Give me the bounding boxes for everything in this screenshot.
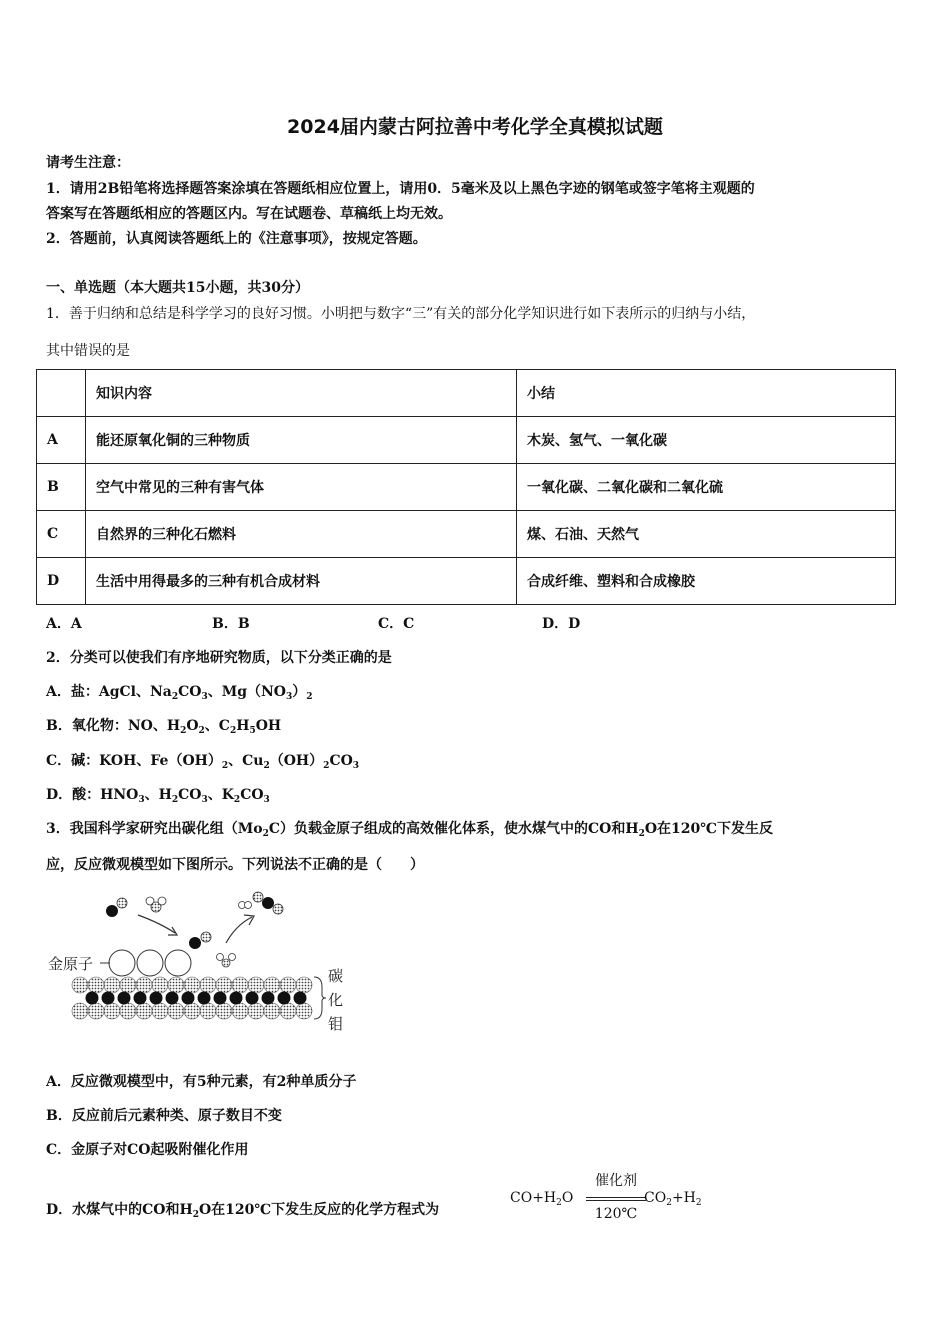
- notice-heading: 请考生注意：: [46, 155, 130, 171]
- table-header-row: [37, 370, 896, 417]
- q1-option-c[interactable]: C．C: [378, 616, 415, 632]
- table-header-cell: [37, 370, 86, 417]
- equation-temperature: 120℃: [594, 1206, 638, 1222]
- equation-products: $CO_2+H_2$: [644, 1190, 702, 1208]
- arrow-in-icon: [138, 915, 175, 933]
- notice-item-2: 2．答题前，认真阅读答题纸上的《注意事项》，按规定答题。: [46, 231, 427, 247]
- table-row: [37, 417, 896, 464]
- table-header-cell: 知识内容: [86, 370, 517, 417]
- arrow-out-icon: [226, 917, 252, 943]
- side-label-char: 钼: [328, 1015, 344, 1033]
- table-cell: 煤、石油、天然气: [517, 511, 896, 558]
- q3-option-b[interactable]: B．反应前后元素种类、原子数目不变: [46, 1108, 282, 1124]
- q3-option-d[interactable]: D．水煤气中的CO和$H_2O$在120℃下发生反应的化学方程式为: [46, 1202, 440, 1220]
- q1-option-d[interactable]: D．D: [542, 616, 581, 632]
- side-label-char: 化: [328, 991, 344, 1009]
- co-molecule-icon: [106, 898, 127, 917]
- q3-stem-line-1: 3．我国科学家研究出碳化组$(Mo_2C)$负载金原子组成的高效催化体系，使水煤气中的CO和$H_2O$在120℃下发生反: [46, 821, 774, 839]
- q2-option-a[interactable]: A．盐：AgCl、$Na_2CO_3$、$Mg(NO_3)_2$: [46, 684, 313, 702]
- q3-stem-line-2: 应，反应微观模型如下图所示。下列说法不正确的是（ ）: [46, 857, 424, 873]
- q3-option-a[interactable]: A．反应微观模型中，有5种元素，有2种单质分子: [46, 1074, 357, 1090]
- q2-option-b[interactable]: B．氧化物：NO、$H_2O_2$、$C_2H_5OH$: [46, 718, 282, 736]
- table-row: [37, 511, 896, 558]
- table-cell: A: [37, 417, 86, 464]
- page-title: 2024届内蒙古阿拉善中考化学全真模拟试题: [287, 116, 663, 138]
- q3-option-c[interactable]: C．金原子对CO起吸附催化作用: [46, 1142, 249, 1158]
- equation-line-bottom: [586, 1200, 646, 1201]
- gold-atoms: [109, 950, 191, 976]
- table-cell: 自然界的三种化石燃料: [86, 511, 517, 558]
- gold-atom-label: 金原子: [48, 955, 94, 973]
- mo2c-layer: [72, 977, 312, 1019]
- table-row: [37, 558, 896, 605]
- q2-option-d[interactable]: D．酸：$HNO_3$、$H_2CO_3$、$K_2CO_3$: [46, 787, 270, 805]
- table-cell: C: [37, 511, 86, 558]
- reaction-model-figure: [40, 885, 360, 1035]
- table-cell: 木炭、氢气、一氧化碳: [517, 417, 896, 464]
- equation-reactants: $CO+H_2O$: [510, 1190, 574, 1208]
- table-header-cell: 小结: [517, 370, 896, 417]
- table-cell: D: [37, 558, 86, 605]
- q1-stem-line-1: 1．善于归纳和总结是科学学习的良好习惯。小明把与数字“三”有关的部分化学知识进行如下表所示的归纳与小结，: [46, 306, 756, 322]
- table-cell: 合成纤维、塑料和合成橡胶: [517, 558, 896, 605]
- q2-stem: 2．分类可以使我们有序地研究物质，以下分类正确的是: [46, 650, 392, 666]
- q2-option-c[interactable]: C．碱：KOH、$Fe(OH)_2$、$Cu_2(OH)_2CO_3$: [46, 753, 360, 771]
- section-heading: 一、单选题（本大题共15小题，共30分）: [46, 280, 309, 296]
- water-molecule-icon: [146, 897, 166, 912]
- table-cell: 一氧化碳、二氧化碳和二氧化硫: [517, 464, 896, 511]
- q1-option-a[interactable]: A．A: [46, 616, 82, 632]
- equation-catalyst: 催化剂: [595, 1173, 637, 1189]
- q1-option-b[interactable]: B．B: [212, 616, 250, 632]
- q1-stem-line-2: 其中错误的是: [46, 343, 130, 359]
- table-cell: 生活中用得最多的三种有机合成材料: [86, 558, 517, 605]
- table-cell: 空气中常见的三种有害气体: [86, 464, 517, 511]
- h2-molecule-icon: [239, 902, 252, 909]
- knowledge-table: [36, 369, 896, 605]
- side-label-char: 碳: [328, 967, 344, 985]
- table-row: [37, 464, 896, 511]
- table-cell: B: [37, 464, 86, 511]
- co2-molecule-icon: [253, 892, 283, 914]
- table-cell: 能还原氧化铜的三种物质: [86, 417, 517, 464]
- notice-item-1-line-1: 1．请用2B铅笔将选择题答案涂填在答题纸相应位置上，请用0．5毫米及以上黑色字迹的钢笔或签字笔将主观题的: [46, 181, 755, 197]
- equation-line-top: [586, 1197, 646, 1198]
- notice-item-1-line-2: 答案写在答题纸相应的答题区内。写在试题卷、草稿纸上均无效。: [46, 206, 452, 222]
